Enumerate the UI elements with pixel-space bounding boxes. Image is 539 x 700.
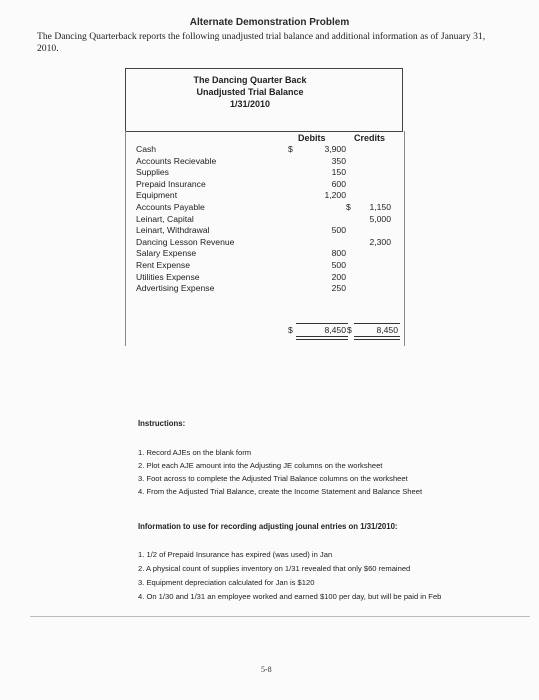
- information-item: 1. 1/2 of Prepaid Insurance has expired (was used) in Jan: [138, 550, 333, 559]
- debit-sum-line: [296, 323, 348, 324]
- account-name: Cash: [136, 144, 157, 154]
- debit-amount: 1,200: [324, 190, 346, 201]
- credit-double-underline: [354, 336, 400, 340]
- problem-heading: Alternate Demonstration Problem: [189, 17, 350, 28]
- account-name: Utilities Expense: [136, 271, 200, 282]
- statement-title: Unadjusted Trial Balance: [196, 87, 304, 97]
- total-debit: 8,450: [324, 325, 346, 335]
- debit-dollar-sign: $: [288, 144, 293, 154]
- debits-header: Debits: [298, 133, 326, 143]
- information-item: 3. Equipment depreciation calculated for Jan is $120: [138, 578, 315, 587]
- credit-amount: 5,000: [369, 213, 391, 224]
- account-name: Leinart, Withdrawal: [136, 225, 210, 236]
- instructions-title: Instructions:: [138, 419, 186, 428]
- credit-amount: 2,300: [369, 236, 391, 247]
- credit-sum-line: [354, 323, 400, 324]
- debit-amount: 600: [331, 178, 346, 189]
- debit-double-underline: [296, 336, 348, 340]
- information-title: Information to use for recording adjusting jounal entries on 1/31/2010:: [138, 522, 398, 531]
- debit-amount: 500: [331, 225, 346, 236]
- account-name: Accounts Recievable: [136, 155, 217, 166]
- statement-date: 1/31/2010: [229, 99, 271, 109]
- total-dollar-credit: $: [347, 325, 352, 335]
- instruction-item: 1. Record AJEs on the blank form: [138, 448, 252, 457]
- page-divider: [30, 616, 530, 617]
- debit-amount: 500: [331, 260, 346, 270]
- account-name: Salary Expense: [136, 248, 197, 259]
- intro-paragraph: The Dancing Quarterback reports the following unadjusted trial balance and additional information as of January 31, 2010.: [37, 31, 486, 54]
- trial-balance-title-box: [125, 68, 403, 132]
- account-name: Leinart, Capital: [136, 213, 194, 224]
- debit-amount: 350: [331, 155, 346, 166]
- information-item: 4. On 1/30 and 1/31 an employee worked and earned $100 per day, but will be paid in Feb: [138, 592, 442, 601]
- account-name: Prepaid Insurance: [136, 178, 206, 189]
- instruction-item: 3. Foot across to complete the Adjusted Trial Balance columns on the worksheet: [138, 474, 408, 483]
- credits-header: Credits: [354, 133, 386, 143]
- account-name: Accounts Payable: [136, 202, 205, 212]
- debit-amount: 250: [331, 283, 346, 294]
- total-dollar-debit: $: [288, 325, 293, 335]
- account-name: Dancing Lesson Revenue: [136, 236, 235, 247]
- instruction-item: 2. Plot each AJE amount into the Adjusting JE columns on the worksheet: [138, 461, 383, 470]
- instruction-item: 4. From the Adjusted Trial Balance, create the Income Statement and Balance Sheet: [138, 487, 423, 496]
- account-name: Rent Expense: [136, 260, 190, 270]
- debit-amount: 150: [331, 167, 346, 178]
- account-name: Advertising Expense: [136, 283, 215, 294]
- total-credit: 8,450: [376, 325, 398, 335]
- account-name: Equipment: [136, 190, 178, 201]
- account-name: Supplies: [136, 167, 169, 178]
- company-name: The Dancing Quarter Back: [193, 75, 307, 85]
- credit-amount: 1,150: [369, 202, 391, 212]
- debit-amount: 800: [331, 248, 346, 259]
- credit-dollar-sign: $: [346, 202, 351, 212]
- page-number: 5-8: [261, 665, 272, 674]
- information-item: 2. A physical count of supplies inventory on 1/31 revealed that only $60 remained: [138, 564, 411, 573]
- debit-amount: 3,900: [324, 144, 346, 154]
- debit-amount: 200: [331, 271, 346, 282]
